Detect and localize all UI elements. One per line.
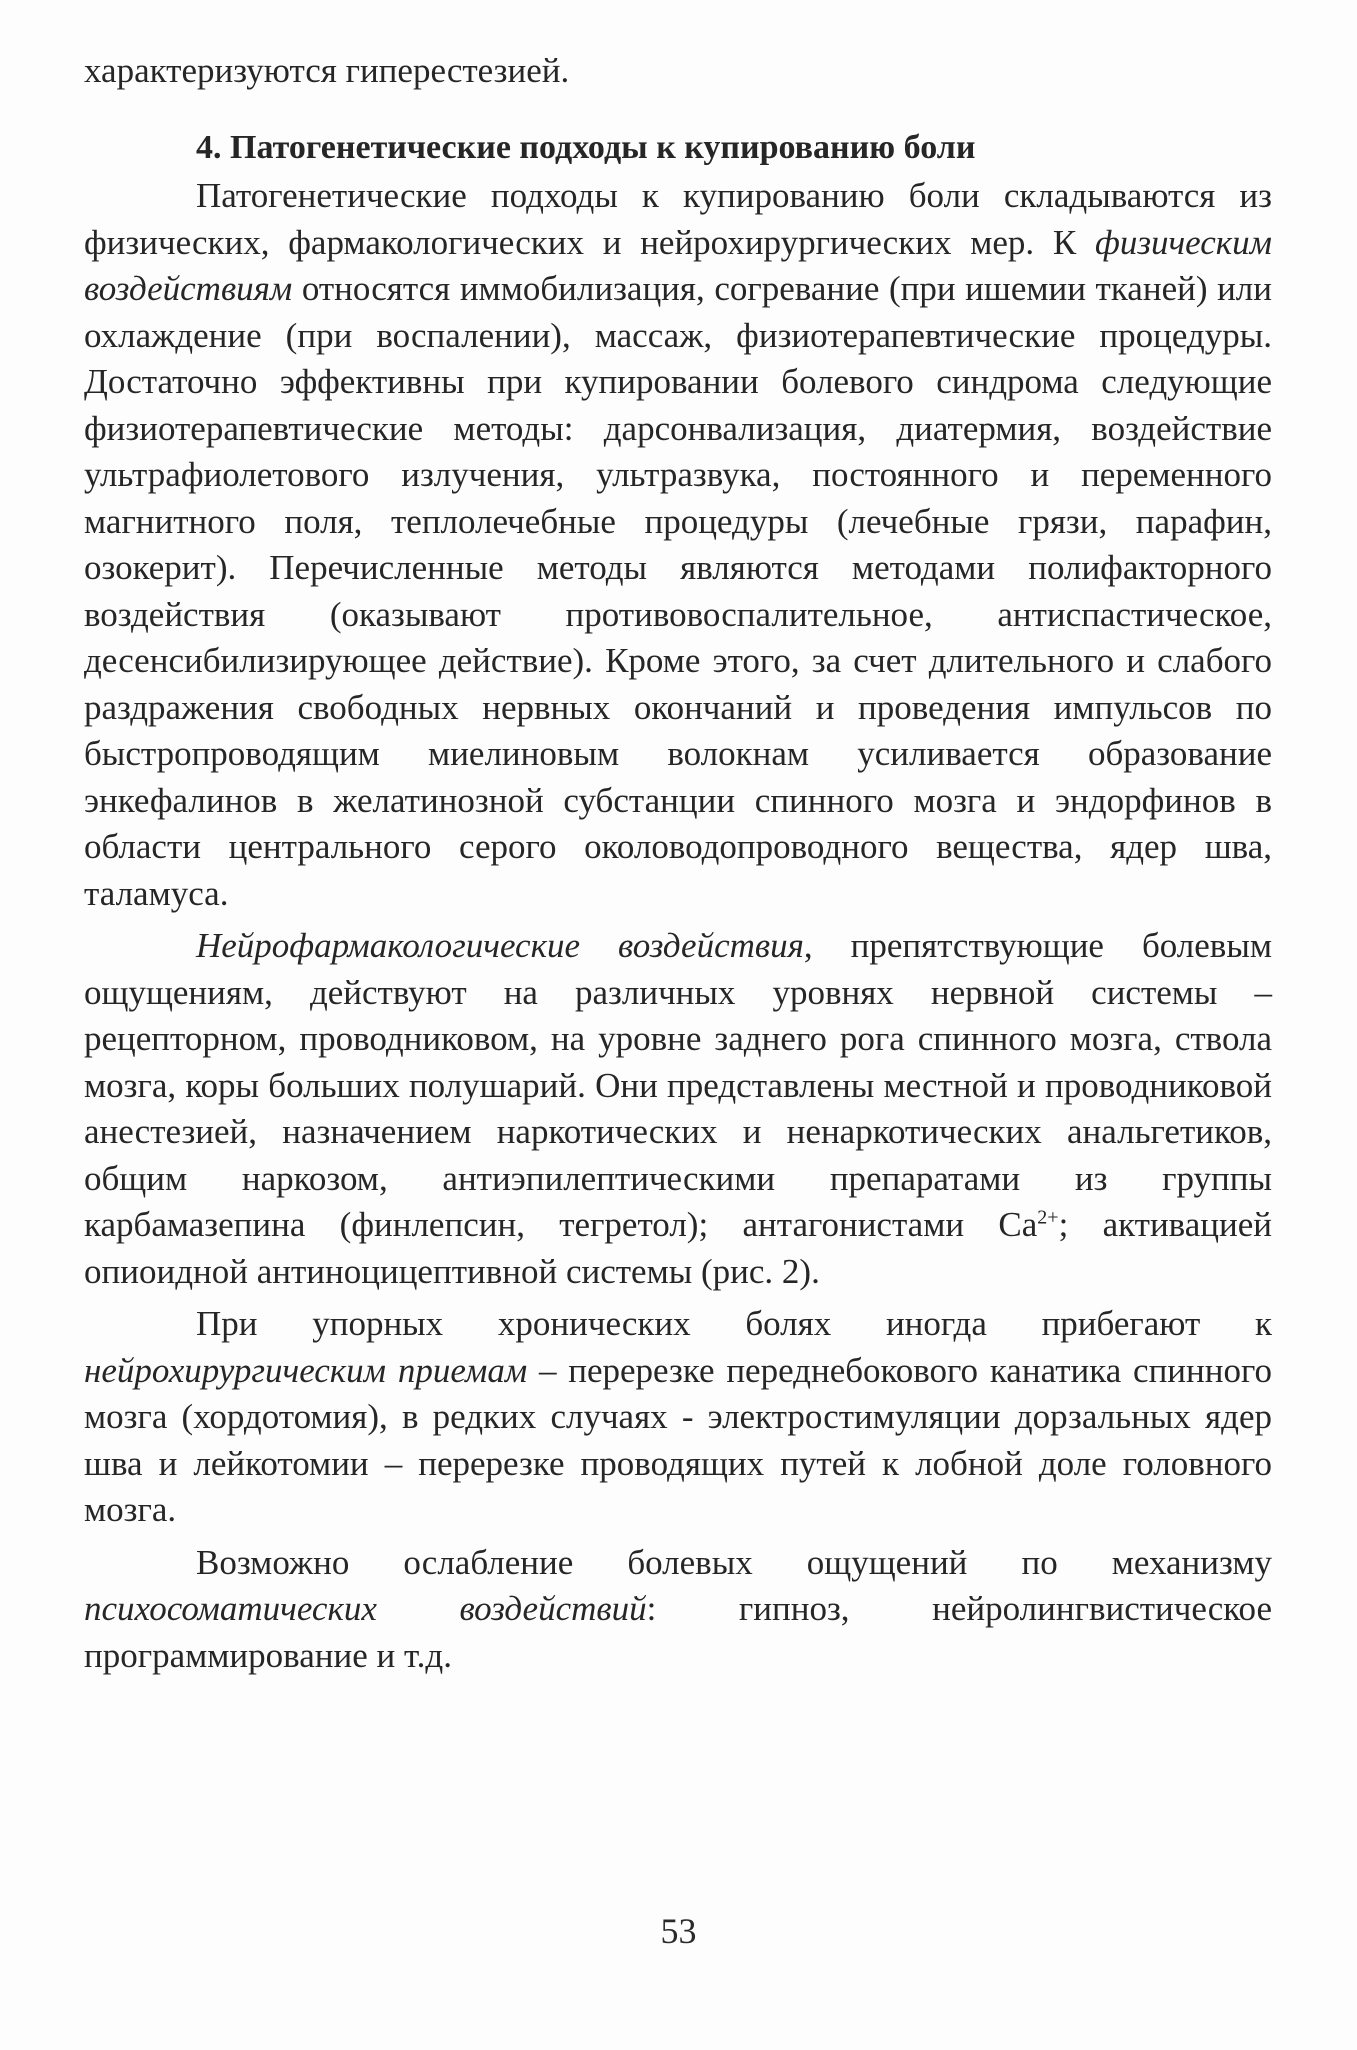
paragraph-text: относятся иммобилизация, согревание (при ишемии тканей) или охлаждение (при воспалении), массаж, физиотерапевтические процедуры. Достаточно эффективны при купировании болевого синдрома следующие физиотерапевтические методы: дарсонвализация, диатермия, воздействие ультрафиолетового излучения, ультразвука, постоянного и переменного магнитного поля, теплолечебные процедуры (лечебные грязи, парафин, озокерит). Перечисленные методы являются методами полифакторного воздействия (оказывают противовоспалительное, антиспастическое, десенсибилизирующее действие). Кроме этого, за счет длительного и слабого раздражения свободных нервных окончаний и проведения импульсов по быстропроводящим миелиновым волокнам усиливается образование энкефалинов в желатинозной субстанции спинного мозга и эндорфинов в области центрального серого околоводопроводного вещества, ядер шва, таламуса. (84, 269, 1272, 913)
paragraph-text: ; активацией опиоидной антиноцицептивной системы (рис. 2). (84, 1205, 1273, 1291)
paragraph-text: , препятствующие болевым ощущениям, действуют на различных уровнях нервной системы – рецепторном, проводниковом, на уровне заднего рога спинного мозга, ствола мозга, коры больших полушарий. Они представлены местной и проводниковой анестезией, назначением наркотических и ненаркотических анальгетиков, общим наркозом, антиэпилептическими препаратами из группы карбамазепина (финлепсин, тегретол); антагонистами Ca (84, 926, 1272, 1244)
paragraph-physical-methods (84, 173, 1272, 917)
paragraph-text: – перерезке переднебокового канатика спинного мозга (хордотомия), в редких случаях - электростимуляции дорзальных ядер шва и лейкотомии – перерезке проводящих путей к лобной доле головного мозга. (84, 1350, 1272, 1529)
paragraph-text: При упорных хронических болях иногда прибегают к (196, 1304, 1272, 1343)
paragraph-pharmacological-methods (84, 923, 1272, 1295)
emphasis-term: психосоматических воздействий (84, 1589, 647, 1628)
page-content (84, 48, 1272, 1679)
continuation-line: характеризуются гиперестезией. (84, 51, 570, 90)
section-heading: 4. Патогенетические подходы к купированию боли (196, 128, 976, 166)
paragraph-text: : гипноз, нейролингвистическое программирование и т.д. (84, 1589, 1272, 1675)
emphasis-term: Нейрофармакологические воздействия (196, 926, 804, 965)
page-number: 53 (660, 1911, 697, 1951)
paragraph-psychosomatic-methods (84, 1540, 1272, 1680)
emphasis-term: нейрохирургическим приемам (84, 1350, 528, 1390)
paragraph-text: Патогенетические подходы к купированию боли складываются из физических, фармакологических и нейрохирургических мер. К (84, 176, 1272, 262)
paragraph-neurosurgical-methods (84, 1301, 1272, 1534)
emphasis-term: физическим воздействиям (84, 222, 1272, 308)
superscript-charge: 2+ (1037, 1206, 1059, 1229)
paragraph-text: Возможно ослабление болевых ощущений по механизму (196, 1542, 1272, 1582)
